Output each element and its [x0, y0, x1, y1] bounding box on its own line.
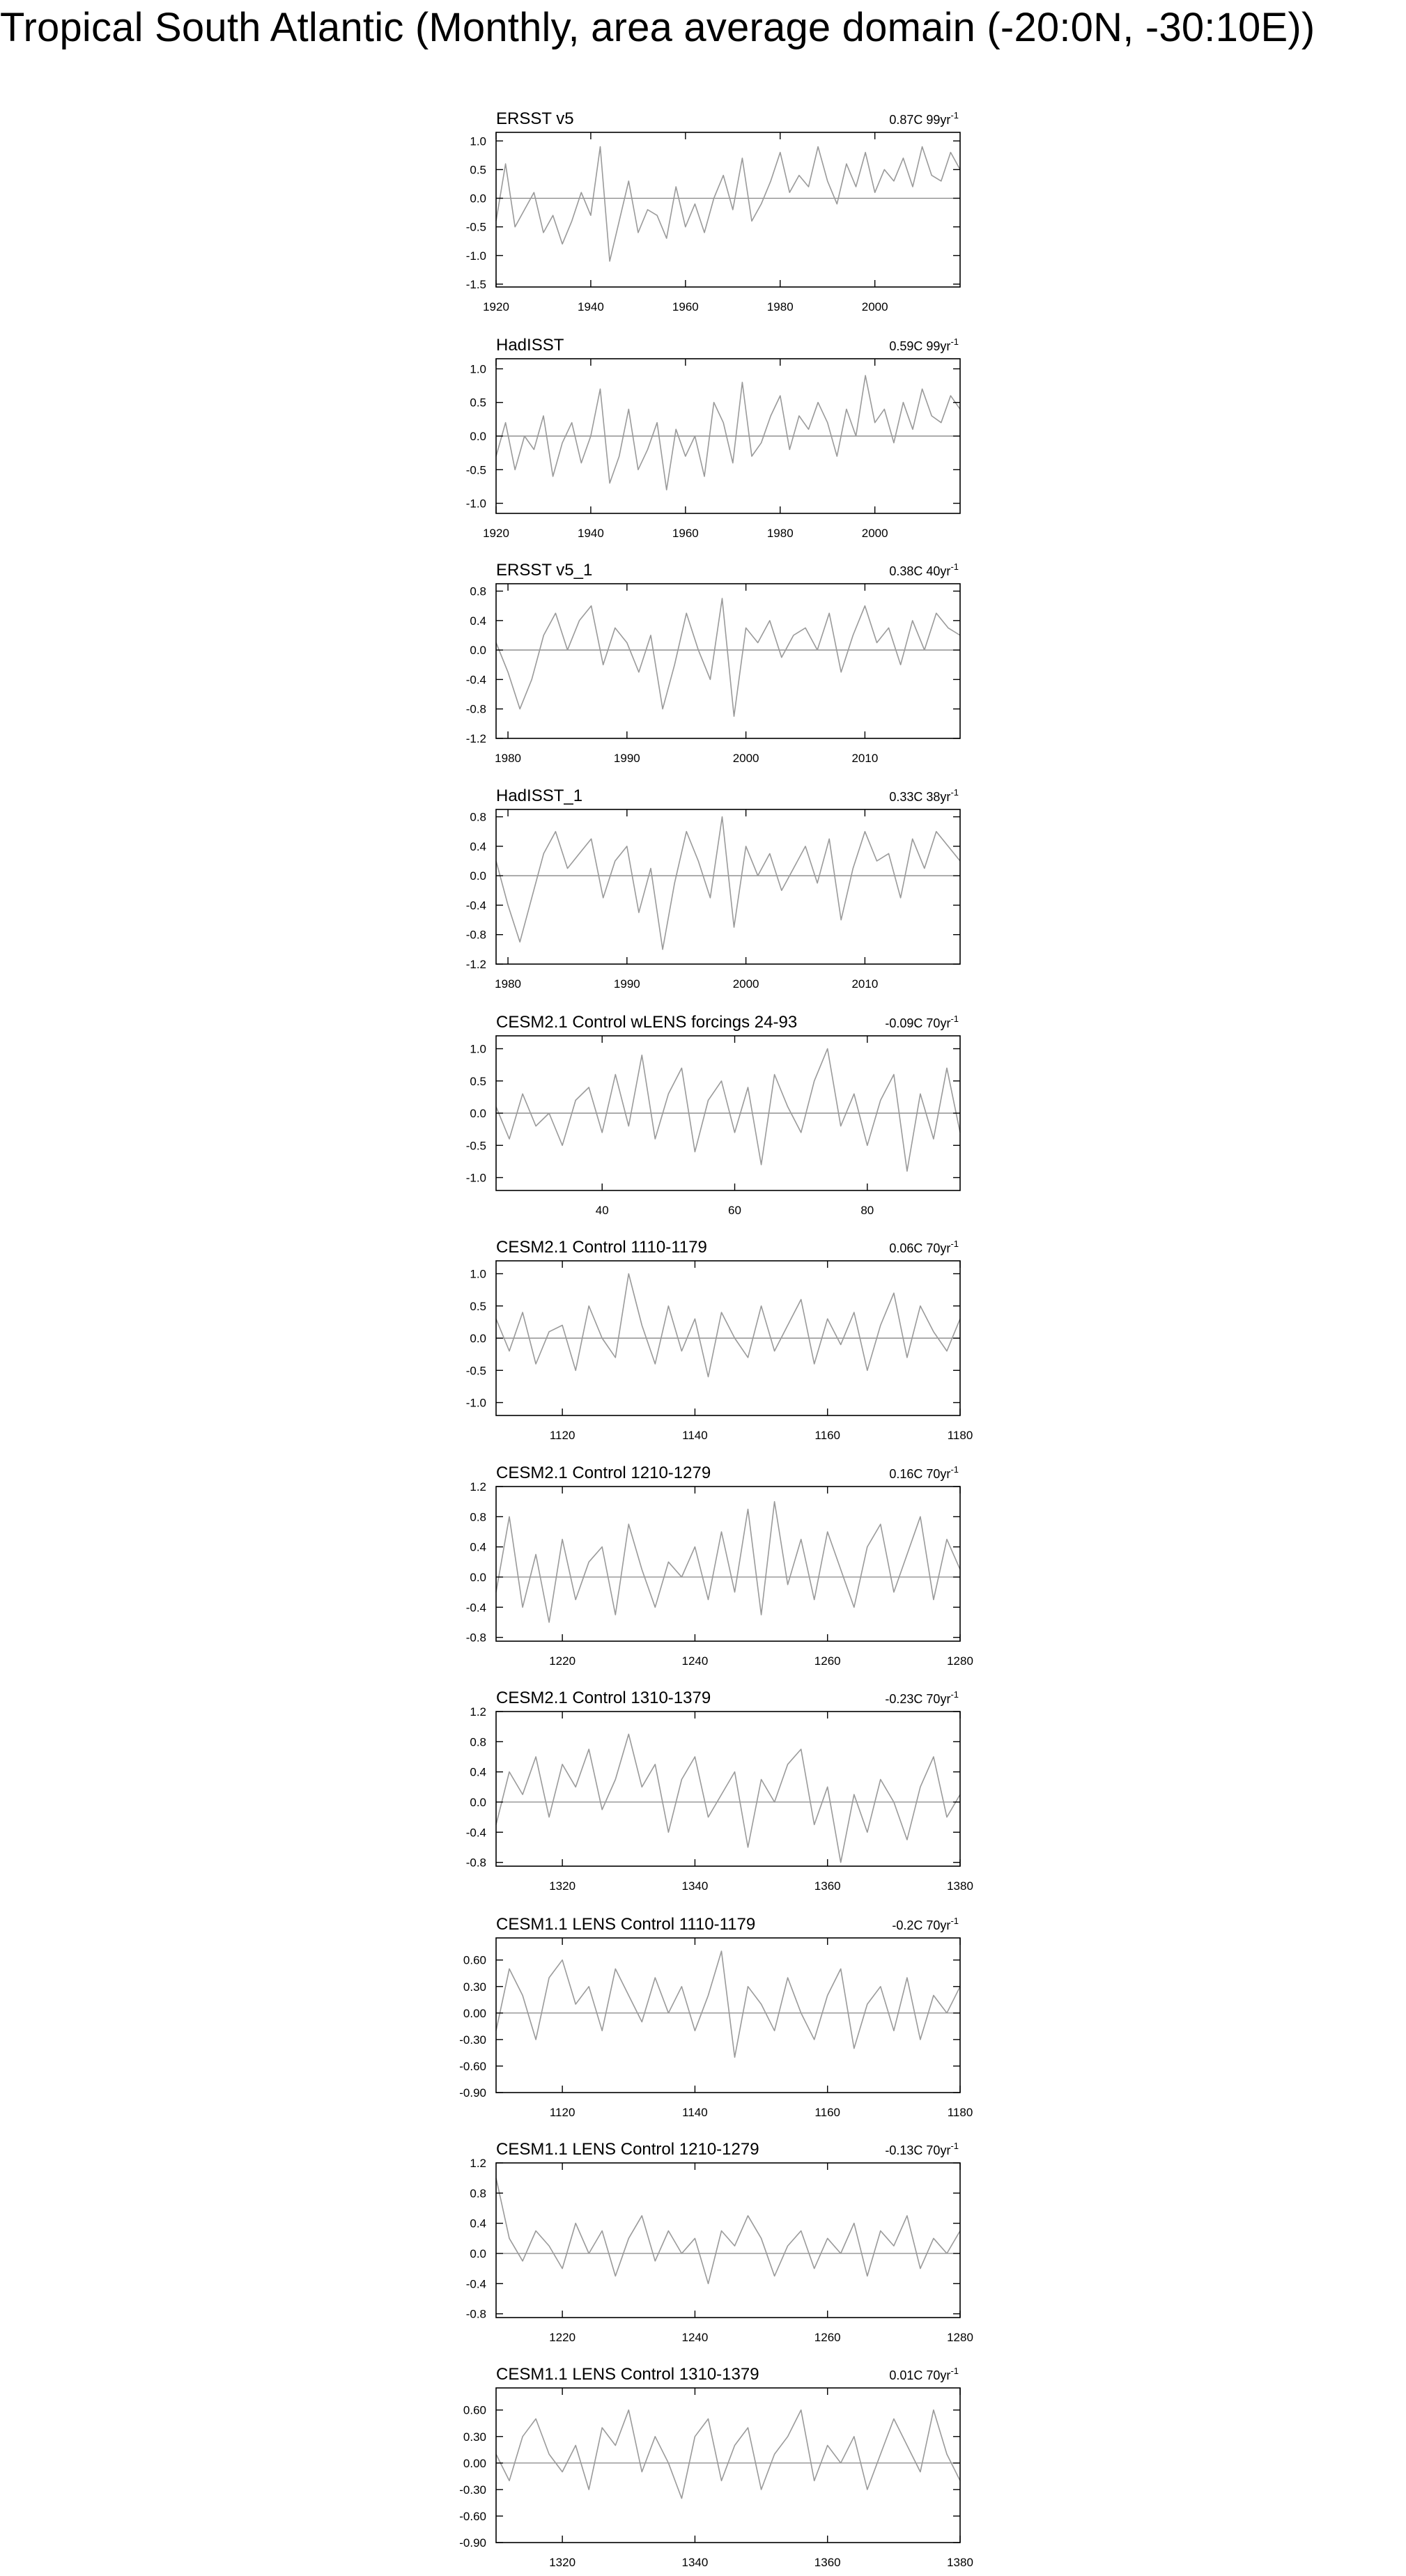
series-line: [496, 1049, 960, 1172]
trend-label: [889, 2366, 959, 2382]
chart-panel: [418, 1677, 989, 1900]
x-tick-label: 1980: [495, 977, 521, 991]
y-tick-label: 0.0: [470, 2247, 486, 2260]
x-tick-label: 1320: [549, 1879, 576, 1893]
x-tick-label: 1980: [766, 527, 794, 540]
x-tick-label: 1990: [613, 752, 640, 765]
page-title: Tropical South Atlantic (Monthly, area average domain (-20:0N, -30:10E)): [0, 5, 1315, 50]
chart-panel: [418, 1903, 989, 2126]
x-tick-label: 2000: [861, 527, 888, 540]
x-tick-label: 1160: [814, 1429, 840, 1442]
x-tick-label: 1380: [947, 1879, 973, 1893]
trend-label-superscript: -1: [950, 1916, 959, 1926]
x-tick-label: 1320: [549, 2556, 576, 2569]
series-line: [496, 1735, 960, 1863]
x-tick-label: 1160: [814, 2106, 840, 2119]
trend-label: [892, 1916, 959, 1932]
y-tick-label: -1.0: [465, 497, 486, 511]
y-tick-label: -0.30: [459, 2033, 486, 2047]
y-tick-label: 0.4: [470, 1765, 486, 1779]
y-tick-label: -1.0: [465, 249, 486, 263]
trend-label: [889, 1464, 959, 1481]
y-tick-label: 0.0: [470, 1332, 486, 1345]
x-tick-label: 2010: [851, 977, 879, 991]
y-tick-label: -1.0: [465, 1171, 486, 1185]
chart-panel: [418, 2353, 989, 2576]
x-tick-label: 2000: [732, 977, 759, 991]
y-tick-label: -0.8: [465, 928, 486, 942]
trend-label-text: 0.01C 70yr: [889, 2368, 951, 2382]
chart-panel: [418, 549, 989, 772]
y-tick-label: 0.0: [470, 430, 486, 443]
y-tick-label: 1.2: [470, 1480, 486, 1493]
y-tick-label: 0.30: [463, 2430, 486, 2444]
chart-panel: [418, 2128, 989, 2351]
x-tick-label: 1990: [613, 977, 640, 991]
series-line: [496, 375, 960, 490]
y-tick-label: 0.5: [470, 396, 486, 410]
y-tick-label: 0.60: [463, 1953, 486, 1967]
trend-label-text: -0.09C 70yr: [885, 1016, 951, 1030]
chart-panel: [418, 1226, 989, 1449]
panel-title: CESM1.1 LENS Control 1210-1279: [496, 2140, 759, 2159]
series-line: [496, 2178, 960, 2284]
x-tick-label: 1920: [483, 300, 509, 313]
y-tick-label: -1.2: [465, 732, 486, 745]
x-tick-label: 2000: [861, 300, 888, 313]
y-tick-label: -0.4: [465, 1826, 486, 1840]
x-tick-label: 2000: [732, 752, 759, 765]
trend-label-superscript: -1: [950, 1464, 959, 1475]
x-tick-label: 1280: [947, 1654, 973, 1668]
y-tick-label: 0.60: [463, 2403, 486, 2417]
trend-label: [889, 561, 959, 578]
plot-frame: [496, 2163, 960, 2318]
x-tick-label: 1180: [947, 1429, 973, 1442]
y-tick-label: 0.0: [470, 192, 486, 205]
trend-label-text: -0.2C 70yr: [892, 1918, 951, 1932]
y-tick-label: -0.30: [459, 2483, 486, 2497]
y-tick-label: -0.4: [465, 899, 486, 913]
panel-title: CESM1.1 LENS Control 1110-1179: [496, 1915, 756, 1934]
y-tick-label: 0.0: [470, 1795, 486, 1809]
trend-label-superscript: -1: [950, 110, 959, 121]
trend-label: [885, 2141, 959, 2157]
trend-label-superscript: -1: [950, 1239, 959, 1249]
trend-label-superscript: -1: [950, 787, 959, 798]
y-tick-label: -0.4: [465, 1601, 486, 1615]
series-line: [496, 598, 960, 716]
y-tick-label: -0.5: [465, 463, 486, 477]
trend-label-text: 0.59C 99yr: [889, 339, 951, 353]
chart-panel: [418, 775, 989, 998]
x-tick-label: 1260: [814, 1654, 841, 1668]
trend-label: [889, 787, 959, 804]
x-tick-label: 1340: [681, 2556, 709, 2569]
x-tick-label: 1940: [578, 300, 604, 313]
trend-label: [889, 336, 959, 353]
trend-label-text: 0.33C 38yr: [889, 790, 951, 804]
x-tick-label: 1360: [814, 1879, 841, 1893]
y-tick-label: -1.5: [465, 277, 486, 291]
x-tick-label: 1280: [947, 2331, 973, 2344]
panel-title: HadISST: [496, 336, 564, 355]
y-tick-label: -0.60: [459, 2509, 486, 2523]
y-tick-label: 1.2: [470, 1705, 486, 1718]
series-line: [496, 1502, 960, 1622]
y-tick-label: -0.90: [459, 2536, 486, 2550]
x-tick-label: 1980: [495, 752, 521, 765]
panel-title: CESM1.1 LENS Control 1310-1379: [496, 2365, 759, 2384]
y-tick-label: 0.0: [470, 869, 486, 883]
trend-label-text: 0.87C 99yr: [889, 113, 951, 127]
panel-title: ERSST v5_1: [496, 561, 593, 580]
chart-panel: [418, 324, 989, 547]
x-tick-label: 1920: [483, 527, 509, 540]
trend-label-text: -0.13C 70yr: [885, 2143, 951, 2157]
x-tick-label: 80: [860, 1204, 874, 1217]
y-tick-label: -0.5: [465, 1139, 486, 1153]
y-tick-label: 0.8: [470, 1735, 486, 1749]
x-tick-label: 1120: [549, 1429, 575, 1442]
trend-label-superscript: -1: [950, 2141, 959, 2151]
x-tick-label: 1260: [814, 2331, 841, 2344]
trend-label-text: 0.16C 70yr: [889, 1467, 951, 1481]
trend-label-text: 0.06C 70yr: [889, 1241, 951, 1255]
y-tick-label: -0.8: [465, 702, 486, 716]
y-tick-label: 0.4: [470, 839, 486, 853]
trend-label: [889, 110, 959, 127]
trend-label-superscript: -1: [950, 561, 959, 572]
y-tick-label: 0.8: [470, 584, 486, 598]
trend-label-text: 0.38C 40yr: [889, 564, 951, 578]
x-tick-label: 1180: [947, 2106, 973, 2119]
y-tick-label: -0.90: [459, 2086, 486, 2100]
y-tick-label: 1.0: [470, 134, 486, 148]
series-line: [496, 1951, 960, 2057]
y-tick-label: -0.8: [465, 2307, 486, 2321]
y-tick-label: 1.0: [470, 1042, 486, 1056]
series-line: [496, 147, 960, 261]
trend-label-superscript: -1: [950, 1689, 959, 1700]
y-tick-label: 0.0: [470, 1107, 486, 1120]
y-tick-label: -0.4: [465, 2277, 486, 2291]
y-tick-label: 0.0: [470, 1570, 486, 1584]
y-tick-label: 0.5: [470, 163, 486, 177]
trend-label-superscript: -1: [950, 1014, 959, 1024]
trend-label: [885, 1014, 959, 1030]
y-tick-label: 0.00: [463, 2456, 486, 2470]
x-tick-label: 1220: [549, 1654, 576, 1668]
y-tick-label: 0.4: [470, 1540, 486, 1554]
x-tick-label: 1360: [814, 2556, 841, 2569]
panel-title: CESM2.1 Control 1110-1179: [496, 1238, 707, 1257]
x-tick-label: 1140: [682, 1429, 708, 1442]
chart-panel: [418, 1001, 989, 1224]
chart-panel: [418, 1452, 989, 1675]
y-tick-label: 1.2: [470, 2157, 486, 2170]
y-tick-label: 0.00: [463, 2006, 486, 2020]
y-tick-label: 0.8: [470, 1510, 486, 1524]
panel-title: CESM2.1 Control 1310-1379: [496, 1689, 711, 1707]
panel-title: CESM2.1 Control 1210-1279: [496, 1464, 711, 1482]
x-tick-label: 1960: [672, 527, 699, 540]
y-tick-label: 0.0: [470, 644, 486, 658]
y-tick-label: -0.8: [465, 1856, 486, 1870]
x-tick-label: 1220: [549, 2331, 576, 2344]
y-tick-label: -0.5: [465, 220, 486, 234]
series-line: [496, 1274, 960, 1377]
y-tick-label: 0.30: [463, 1980, 486, 1994]
y-tick-label: 0.8: [470, 810, 486, 824]
y-tick-label: -0.4: [465, 673, 486, 687]
y-tick-label: 0.4: [470, 614, 486, 628]
y-tick-label: -0.5: [465, 1364, 486, 1378]
plot-frame: [496, 132, 960, 287]
x-tick-label: 2010: [851, 752, 879, 765]
y-tick-label: 0.5: [470, 1074, 486, 1088]
panel-title: CESM2.1 Control wLENS forcings 24-93: [496, 1013, 798, 1032]
x-tick-label: 40: [595, 1204, 609, 1217]
y-tick-label: -1.0: [465, 1396, 486, 1410]
plot-frame: [496, 1938, 960, 2093]
trend-label-text: -0.23C 70yr: [885, 1692, 951, 1706]
x-tick-label: 1340: [681, 1879, 709, 1893]
y-tick-label: 0.4: [470, 2217, 486, 2230]
x-tick-label: 1940: [578, 527, 604, 540]
x-tick-label: 1240: [681, 1654, 709, 1668]
y-tick-label: -1.2: [465, 958, 486, 971]
x-tick-label: 1960: [672, 300, 699, 313]
x-tick-label: 60: [728, 1204, 741, 1217]
y-tick-label: 1.0: [470, 362, 486, 376]
x-tick-label: 1240: [681, 2331, 709, 2344]
chart-panel: [418, 98, 989, 320]
x-tick-label: 1120: [549, 2106, 575, 2119]
series-line: [496, 2410, 960, 2499]
series-line: [496, 817, 960, 949]
y-tick-label: 0.5: [470, 1299, 486, 1313]
panel-title: ERSST v5: [496, 109, 574, 128]
y-tick-label: 1.0: [470, 1267, 486, 1281]
plot-frame: [496, 809, 960, 964]
y-tick-label: 0.8: [470, 2187, 486, 2201]
trend-label-superscript: -1: [950, 336, 959, 347]
x-tick-label: 1140: [682, 2106, 708, 2119]
y-tick-label: -0.8: [465, 1631, 486, 1645]
trend-label: [889, 1239, 959, 1255]
plot-frame: [496, 1712, 960, 1866]
x-tick-label: 1380: [947, 2556, 973, 2569]
trend-label: [885, 1689, 959, 1706]
x-tick-label: 1980: [766, 300, 794, 313]
panel-title: HadISST_1: [496, 786, 583, 805]
trend-label-superscript: -1: [950, 2366, 959, 2376]
y-tick-label: -0.60: [459, 2059, 486, 2073]
